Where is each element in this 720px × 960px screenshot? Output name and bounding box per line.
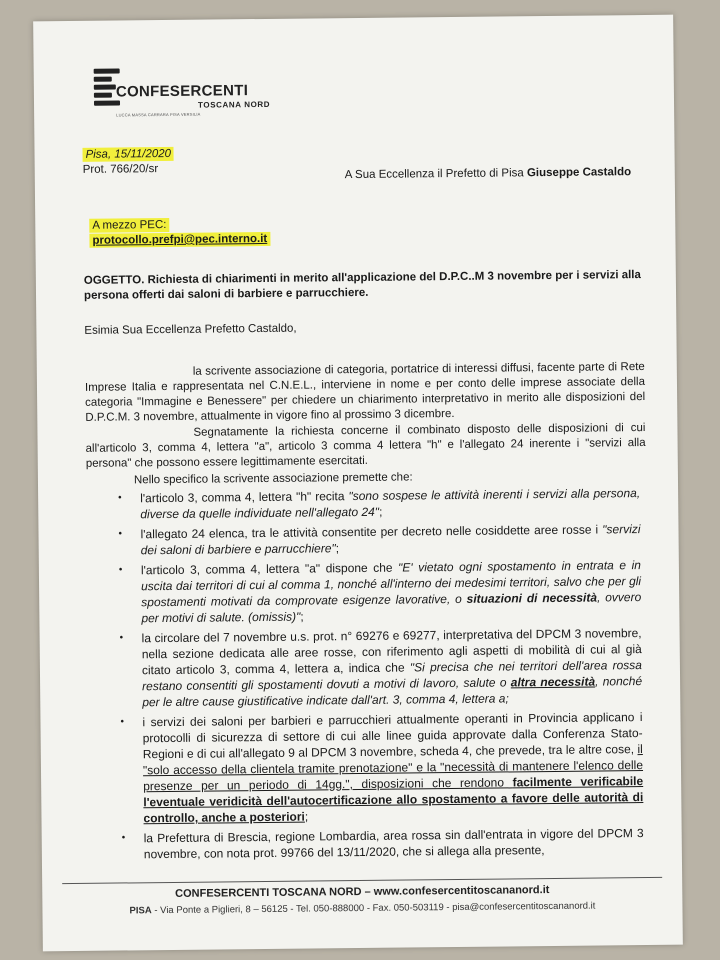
list-item: • l'allegato 24 elenca, tra le attività consentite per decreto nelle cosiddette aree rosse i "servizi dei saloni di barbiere e parrucchiere"; xyxy=(140,521,640,558)
letter-page xyxy=(33,15,683,952)
subject-line: OGGETTO. Richiesta di chiarimenti in merito all'applicazione del D.P.C..M 3 novembre per i servizi alla persona offerti dai saloni di barbiere e parrucchiere. xyxy=(83,269,641,302)
pec-email-link[interactable]: protocollo.prefpi@pec.interno.it xyxy=(89,232,270,249)
list-item: • i servizi dei saloni per barbieri e parrucchieri attualmente operanti in Provincia applicano i protocolli di sicurezza di settore di cui alle linee guida approvate dalla Conferenza Stato-Regioni e di cui all'allegato 9 al DPCM 3 novembre, scheda 4, che prevede, tra le altre cose, il "solo accesso della clientela tramite prenotazione" e la "necessità di mantenere l'elenco delle presenze per un periodo di 14gg.", disposizioni che rendono facilmente verificabile l'eventuale veridicità dell'autocertificazione allo spostamento a favore delle autorità di controllo, anche a posteriori; xyxy=(142,709,643,826)
recipient: A Sua Eccellenza il Prefetto di Pisa Giuseppe Castaldo xyxy=(344,166,632,182)
paragraph-request: Segnatamente la richiesta concerne il combinato disposto delle disposizioni di cui all'articolo 3, comma 4, lettera "a", articolo 3 comma 4 lettera "h" e l'allegato 24 inerente i "servizi alla persona" che possono essere legittimamente esercitati. xyxy=(85,421,646,470)
confesercenti-logo xyxy=(94,67,295,129)
list-item: • l'articolo 3, comma 4, lettera "a" dispone che "E' vietato ogni spostamento in entrata e in uscita dai territori di cui al comma 1, nonché all'interno dei medesimi territori, salvo che per gli spostamenti motivati da comprovate esigenze lavorative, o situazioni di necessità, ovvero per motivi di salute. (omissis)"; xyxy=(141,557,642,626)
premises-list xyxy=(140,485,644,866)
logo-subtitle: TOSCANA NORD xyxy=(197,99,271,110)
list-item: • l'articolo 3, comma 4, lettera "h" recita "sono sospese le attività inerenti i servizi alla persona, diverse da quelle individuate nell'allegato 24"; xyxy=(140,485,640,522)
paragraph-intro: la scrivente associazione di categoria, portatrice di interessi diffusi, facente parte di Rete Imprese Italia e rappresentata nel C.N.E.L., interviene in nome e per conto delle imprese associate della categoria "Immagine e Benessere" per chiedere un chiarimento interpretativo in merito alle disposizioni del D.P.C.M. 3 novembre, attualmente in vigore fino al prossimo 3 dicembre. xyxy=(84,360,646,424)
paragraph-premise: Nello specifico la scrivente associazione premette che: xyxy=(133,471,413,487)
footer-organization: CONFESERCENTI TOSCANA NORD – www.confesercentitoscananord.it xyxy=(175,884,550,900)
pec-label: A mezzo PEC: xyxy=(89,218,169,234)
list-item: • la Prefettura di Brescia, regione Lombardia, area rossa sin dall'entrata in vigore del DPCM 3 novembre, con nota prot. 99766 del 13/11/2020, che si allega alla presente, xyxy=(144,825,644,862)
place-date: Pisa, 15/11/2020 xyxy=(82,147,174,163)
footer-address: PISA - Via Ponte a Piglieri, 8 – 56125 - Tel. 050-888000 - Fax. 050-503119 - pisa@confesercentitoscananord.it xyxy=(129,900,596,917)
list-item: • la circolare del 7 novembre u.s. prot. n° 69276 e 69277, interpretativa del DPCM 3 novembre, nella sezione dedicata alle aree rosse, con riferimento agli aspetti di mobilità di cui al già citato articolo 3, comma 4, lettera a, indica che "Si precisa che nei territori dell'area rossa restano consentiti gli spostamenti dovuti a motivi di lavoro, salute o altra necessità, nonché per le altre cause giustificative indicate dall'art. 3, comma 4, lettera a; xyxy=(142,625,643,710)
logo-tagline: LUCCA MASSA CARRARA PISA VERSILIA xyxy=(116,111,201,118)
salutation: Esimia Sua Eccellenza Prefetto Castaldo, xyxy=(84,322,297,337)
protocol-number: Prot. 766/20/sr xyxy=(82,163,159,176)
logo-name: CONFESERCENTI xyxy=(115,82,249,101)
